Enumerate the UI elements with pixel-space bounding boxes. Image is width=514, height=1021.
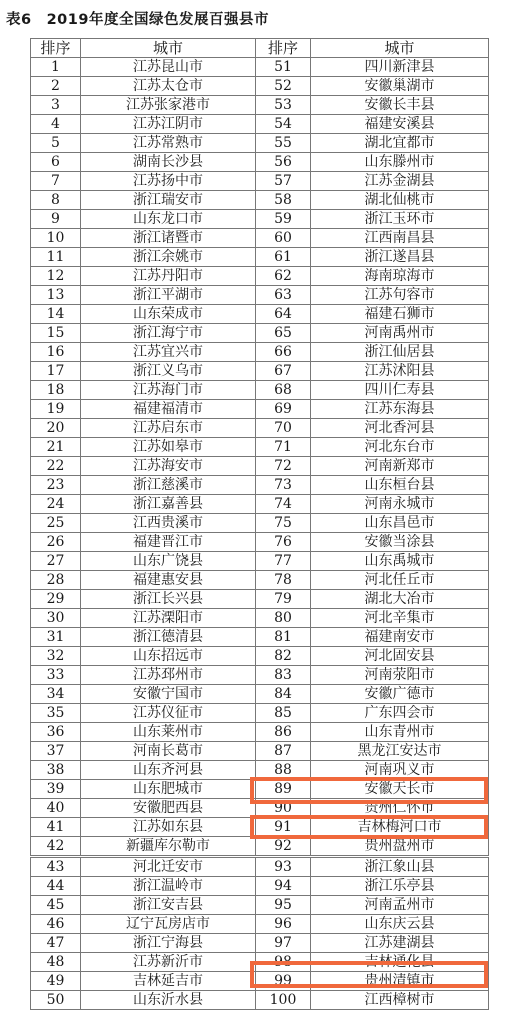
rank-left-cell: 4 xyxy=(31,115,81,134)
header-city-right: 城市 xyxy=(311,39,489,58)
rank-right-cell: 95 xyxy=(256,896,311,915)
rank-right-cell: 53 xyxy=(256,96,311,115)
city-right-cell: 河北辛集市 xyxy=(311,609,489,628)
city-right-cell: 安徽天长市 xyxy=(311,780,489,799)
city-right-cell: 安徽长丰县 xyxy=(311,96,489,115)
rank-right-cell: 60 xyxy=(256,229,311,248)
city-left-cell: 吉林延吉市 xyxy=(81,972,256,991)
rank-right-cell: 89 xyxy=(256,780,311,799)
table-row xyxy=(31,666,489,685)
rank-right-cell: 55 xyxy=(256,134,311,153)
rank-left-cell: 45 xyxy=(31,896,81,915)
rank-left-cell: 11 xyxy=(31,248,81,267)
city-right-cell: 四川仁寿县 xyxy=(311,381,489,400)
table-row xyxy=(31,628,489,647)
city-right-cell: 广东四会市 xyxy=(311,704,489,723)
rank-right-cell: 73 xyxy=(256,476,311,495)
rank-right-cell: 86 xyxy=(256,723,311,742)
city-left-cell: 山东招远市 xyxy=(81,647,256,666)
rank-right-cell: 78 xyxy=(256,571,311,590)
rank-left-cell: 17 xyxy=(31,362,81,381)
city-left-cell: 新疆库尔勒市 xyxy=(81,837,256,856)
city-left-cell: 辽宁瓦房店市 xyxy=(81,915,256,934)
rank-right-cell: 77 xyxy=(256,552,311,571)
city-right-cell: 福建安溪县 xyxy=(311,115,489,134)
table-row xyxy=(31,77,489,96)
rank-left-cell: 12 xyxy=(31,267,81,286)
table-row xyxy=(31,742,489,761)
table-row xyxy=(31,953,489,972)
city-right-cell: 山东滕州市 xyxy=(311,153,489,172)
rank-left-cell: 5 xyxy=(31,134,81,153)
city-right-cell: 浙江象山县 xyxy=(311,858,489,877)
rank-left-cell: 40 xyxy=(31,799,81,818)
city-right-cell: 福建石狮市 xyxy=(311,305,489,324)
city-right-cell: 河南永城市 xyxy=(311,495,489,514)
header-rank-left: 排序 xyxy=(31,39,81,58)
city-left-cell: 浙江温岭市 xyxy=(81,877,256,896)
city-left-cell: 山东肥城市 xyxy=(81,780,256,799)
city-left-cell: 浙江嘉善县 xyxy=(81,495,256,514)
city-left-cell: 浙江平湖市 xyxy=(81,286,256,305)
rank-left-cell: 3 xyxy=(31,96,81,115)
table-row xyxy=(31,991,489,1010)
rank-left-cell: 49 xyxy=(31,972,81,991)
table-row xyxy=(31,191,489,210)
rank-left-cell: 10 xyxy=(31,229,81,248)
rank-right-cell: 72 xyxy=(256,457,311,476)
city-left-cell: 山东齐河县 xyxy=(81,761,256,780)
table-row xyxy=(31,609,489,628)
city-right-cell: 山东昌邑市 xyxy=(311,514,489,533)
city-left-cell: 江苏常熟市 xyxy=(81,134,256,153)
table-row xyxy=(31,799,489,818)
table-row xyxy=(31,533,489,552)
table-row xyxy=(31,58,489,77)
rank-right-cell: 69 xyxy=(256,400,311,419)
city-left-cell: 浙江慈溪市 xyxy=(81,476,256,495)
city-left-cell: 江苏丹阳市 xyxy=(81,267,256,286)
rank-left-cell: 44 xyxy=(31,877,81,896)
table-row xyxy=(31,457,489,476)
rank-left-cell: 23 xyxy=(31,476,81,495)
rank-left-cell: 1 xyxy=(31,58,81,77)
rank-left-cell: 48 xyxy=(31,953,81,972)
city-right-cell: 浙江仙居县 xyxy=(311,343,489,362)
rank-right-cell: 92 xyxy=(256,837,311,856)
ranking-table-part-1 xyxy=(30,38,489,856)
rank-right-cell: 91 xyxy=(256,818,311,837)
city-left-cell: 浙江安吉县 xyxy=(81,896,256,915)
rank-left-cell: 7 xyxy=(31,172,81,191)
rank-left-cell: 46 xyxy=(31,915,81,934)
rank-right-cell: 67 xyxy=(256,362,311,381)
table-row xyxy=(31,495,489,514)
rank-right-cell: 87 xyxy=(256,742,311,761)
city-left-cell: 浙江德清县 xyxy=(81,628,256,647)
rank-right-cell: 57 xyxy=(256,172,311,191)
table-row xyxy=(31,761,489,780)
city-right-cell: 湖北宜都市 xyxy=(311,134,489,153)
rank-right-cell: 99 xyxy=(256,972,311,991)
city-right-cell: 河南新郑市 xyxy=(311,457,489,476)
rank-left-cell: 38 xyxy=(31,761,81,780)
city-right-cell: 河南巩义市 xyxy=(311,761,489,780)
rank-right-cell: 88 xyxy=(256,761,311,780)
city-left-cell: 江苏仪征市 xyxy=(81,704,256,723)
city-left-cell: 江苏如东县 xyxy=(81,818,256,837)
city-right-cell: 贵州盘州市 xyxy=(311,837,489,856)
table-row xyxy=(31,685,489,704)
table-row xyxy=(31,818,489,837)
city-left-cell: 浙江宁海县 xyxy=(81,934,256,953)
table-row xyxy=(31,915,489,934)
rank-right-cell: 94 xyxy=(256,877,311,896)
table-row xyxy=(31,381,489,400)
city-right-cell: 山东庆云县 xyxy=(311,915,489,934)
city-right-cell: 江苏句容市 xyxy=(311,286,489,305)
table-row xyxy=(31,896,489,915)
table-row xyxy=(31,858,489,877)
city-right-cell: 山东桓台县 xyxy=(311,476,489,495)
city-right-cell: 江西南昌县 xyxy=(311,229,489,248)
rank-left-cell: 15 xyxy=(31,324,81,343)
rank-left-cell: 29 xyxy=(31,590,81,609)
rank-right-cell: 100 xyxy=(256,991,311,1010)
rank-right-cell: 62 xyxy=(256,267,311,286)
rank-left-cell: 26 xyxy=(31,533,81,552)
table-row xyxy=(31,267,489,286)
city-left-cell: 江苏太仓市 xyxy=(81,77,256,96)
city-right-cell: 江苏沭阳县 xyxy=(311,362,489,381)
rank-left-cell: 16 xyxy=(31,343,81,362)
table-row xyxy=(31,837,489,856)
rank-right-cell: 79 xyxy=(256,590,311,609)
rank-right-cell: 51 xyxy=(256,58,311,77)
rank-right-cell: 58 xyxy=(256,191,311,210)
city-right-cell: 安徽广德市 xyxy=(311,685,489,704)
city-right-cell: 福建南安市 xyxy=(311,628,489,647)
city-left-cell: 浙江诸暨市 xyxy=(81,229,256,248)
city-left-cell: 山东龙口市 xyxy=(81,210,256,229)
city-left-cell: 山东沂水县 xyxy=(81,991,256,1010)
table-row xyxy=(31,934,489,953)
rank-right-cell: 96 xyxy=(256,915,311,934)
city-right-cell: 山东青州市 xyxy=(311,723,489,742)
city-left-cell: 江苏海门市 xyxy=(81,381,256,400)
city-left-cell: 河南长葛市 xyxy=(81,742,256,761)
city-left-cell: 安徽肥西县 xyxy=(81,799,256,818)
city-right-cell: 浙江遂昌县 xyxy=(311,248,489,267)
city-right-cell: 吉林梅河口市 xyxy=(311,818,489,837)
table-row xyxy=(31,324,489,343)
city-right-cell: 四川新津县 xyxy=(311,58,489,77)
table-row xyxy=(31,153,489,172)
table-row xyxy=(31,476,489,495)
rank-right-cell: 54 xyxy=(256,115,311,134)
table-header-row xyxy=(31,39,489,58)
rank-left-cell: 30 xyxy=(31,609,81,628)
city-right-cell: 江苏建湖县 xyxy=(311,934,489,953)
city-left-cell: 浙江长兴县 xyxy=(81,590,256,609)
city-left-cell: 山东广饶县 xyxy=(81,552,256,571)
rank-left-cell: 47 xyxy=(31,934,81,953)
city-left-cell: 江苏如皋市 xyxy=(81,438,256,457)
rank-left-cell: 35 xyxy=(31,704,81,723)
rank-right-cell: 97 xyxy=(256,934,311,953)
city-right-cell: 江西樟树市 xyxy=(311,991,489,1010)
rank-left-cell: 22 xyxy=(31,457,81,476)
city-right-cell: 河北东台市 xyxy=(311,438,489,457)
city-left-cell: 江苏张家港市 xyxy=(81,96,256,115)
rank-left-cell: 32 xyxy=(31,647,81,666)
table-row xyxy=(31,704,489,723)
rank-left-cell: 50 xyxy=(31,991,81,1010)
rank-right-cell: 68 xyxy=(256,381,311,400)
city-left-cell: 江苏昆山市 xyxy=(81,58,256,77)
rank-left-cell: 20 xyxy=(31,419,81,438)
city-left-cell: 江苏扬中市 xyxy=(81,172,256,191)
city-left-cell: 福建福清市 xyxy=(81,400,256,419)
rank-left-cell: 43 xyxy=(31,858,81,877)
city-left-cell: 浙江海宁市 xyxy=(81,324,256,343)
rank-right-cell: 71 xyxy=(256,438,311,457)
rank-right-cell: 75 xyxy=(256,514,311,533)
rank-right-cell: 80 xyxy=(256,609,311,628)
rank-right-cell: 98 xyxy=(256,953,311,972)
table-row xyxy=(31,972,489,991)
city-right-cell: 贵州仁怀市 xyxy=(311,799,489,818)
city-left-cell: 江苏新沂市 xyxy=(81,953,256,972)
rank-left-cell: 33 xyxy=(31,666,81,685)
rank-left-cell: 8 xyxy=(31,191,81,210)
rank-right-cell: 93 xyxy=(256,858,311,877)
city-right-cell: 河北香河县 xyxy=(311,419,489,438)
city-right-cell: 吉林通化县 xyxy=(311,953,489,972)
rank-right-cell: 63 xyxy=(256,286,311,305)
rank-right-cell: 59 xyxy=(256,210,311,229)
header-city-left: 城市 xyxy=(81,39,256,58)
table-row xyxy=(31,115,489,134)
city-left-cell: 江西贵溪市 xyxy=(81,514,256,533)
rank-left-cell: 18 xyxy=(31,381,81,400)
rank-left-cell: 31 xyxy=(31,628,81,647)
table-title: 表6 2019年度全国绿色发展百强县市 xyxy=(6,12,269,28)
rank-left-cell: 6 xyxy=(31,153,81,172)
city-left-cell: 江苏江阴市 xyxy=(81,115,256,134)
city-right-cell: 湖北仙桃市 xyxy=(311,191,489,210)
table-row xyxy=(31,248,489,267)
rank-right-cell: 65 xyxy=(256,324,311,343)
rank-right-cell: 52 xyxy=(256,77,311,96)
rank-right-cell: 56 xyxy=(256,153,311,172)
city-right-cell: 河北任丘市 xyxy=(311,571,489,590)
city-right-cell: 河南荥阳市 xyxy=(311,666,489,685)
city-left-cell: 浙江瑞安市 xyxy=(81,191,256,210)
table-row xyxy=(31,590,489,609)
rank-left-cell: 2 xyxy=(31,77,81,96)
rank-left-cell: 9 xyxy=(31,210,81,229)
rank-left-cell: 13 xyxy=(31,286,81,305)
rank-right-cell: 84 xyxy=(256,685,311,704)
city-right-cell: 江苏东海县 xyxy=(311,400,489,419)
table-row xyxy=(31,172,489,191)
city-left-cell: 浙江余姚市 xyxy=(81,248,256,267)
rank-left-cell: 34 xyxy=(31,685,81,704)
table-row xyxy=(31,305,489,324)
rank-right-cell: 64 xyxy=(256,305,311,324)
rank-right-cell: 66 xyxy=(256,343,311,362)
city-left-cell: 福建晋江市 xyxy=(81,533,256,552)
city-right-cell: 海南琼海市 xyxy=(311,267,489,286)
rank-left-cell: 14 xyxy=(31,305,81,324)
city-right-cell: 浙江乐亭县 xyxy=(311,877,489,896)
table-row xyxy=(31,210,489,229)
city-left-cell: 江苏邳州市 xyxy=(81,666,256,685)
table-row xyxy=(31,780,489,799)
city-left-cell: 江苏宜兴市 xyxy=(81,343,256,362)
city-right-cell: 河南孟州市 xyxy=(311,896,489,915)
header-rank-right: 排序 xyxy=(256,39,311,58)
table-row xyxy=(31,286,489,305)
city-left-cell: 江苏海安市 xyxy=(81,457,256,476)
table-row xyxy=(31,134,489,153)
city-right-cell: 江苏金湖县 xyxy=(311,172,489,191)
city-right-cell: 贵州清镇市 xyxy=(311,972,489,991)
rank-left-cell: 21 xyxy=(31,438,81,457)
rank-left-cell: 28 xyxy=(31,571,81,590)
city-right-cell: 河北固安县 xyxy=(311,647,489,666)
city-right-cell: 湖北大冶市 xyxy=(311,590,489,609)
city-left-cell: 江苏启东市 xyxy=(81,419,256,438)
rank-right-cell: 82 xyxy=(256,647,311,666)
city-left-cell: 江苏溧阳市 xyxy=(81,609,256,628)
rank-left-cell: 41 xyxy=(31,818,81,837)
table-row xyxy=(31,877,489,896)
table-row xyxy=(31,96,489,115)
city-right-cell: 浙江玉环市 xyxy=(311,210,489,229)
city-right-cell: 安徽巢湖市 xyxy=(311,77,489,96)
table-row xyxy=(31,419,489,438)
rank-left-cell: 42 xyxy=(31,837,81,856)
table-row xyxy=(31,362,489,381)
table-row xyxy=(31,723,489,742)
rank-right-cell: 70 xyxy=(256,419,311,438)
city-left-cell: 福建惠安县 xyxy=(81,571,256,590)
rank-right-cell: 76 xyxy=(256,533,311,552)
city-right-cell: 黑龙江安达市 xyxy=(311,742,489,761)
table-row xyxy=(31,571,489,590)
table-row xyxy=(31,343,489,362)
rank-right-cell: 85 xyxy=(256,704,311,723)
rank-left-cell: 39 xyxy=(31,780,81,799)
rank-left-cell: 27 xyxy=(31,552,81,571)
city-right-cell: 安徽当涂县 xyxy=(311,533,489,552)
city-right-cell: 山东禹城市 xyxy=(311,552,489,571)
rank-right-cell: 83 xyxy=(256,666,311,685)
city-right-cell: 河南禹州市 xyxy=(311,324,489,343)
rank-left-cell: 36 xyxy=(31,723,81,742)
rank-right-cell: 81 xyxy=(256,628,311,647)
rank-right-cell: 90 xyxy=(256,799,311,818)
city-left-cell: 安徽宁国市 xyxy=(81,685,256,704)
table-row xyxy=(31,229,489,248)
city-left-cell: 山东莱州市 xyxy=(81,723,256,742)
ranking-table-part-2 xyxy=(30,857,489,1010)
city-left-cell: 浙江义乌市 xyxy=(81,362,256,381)
city-left-cell: 湖南长沙县 xyxy=(81,153,256,172)
table-row xyxy=(31,514,489,533)
city-left-cell: 山东荣成市 xyxy=(81,305,256,324)
rank-left-cell: 19 xyxy=(31,400,81,419)
rank-left-cell: 25 xyxy=(31,514,81,533)
rank-left-cell: 37 xyxy=(31,742,81,761)
rank-right-cell: 74 xyxy=(256,495,311,514)
rank-left-cell: 24 xyxy=(31,495,81,514)
table-row xyxy=(31,552,489,571)
table-row xyxy=(31,438,489,457)
table-row xyxy=(31,400,489,419)
table-row xyxy=(31,647,489,666)
rank-right-cell: 61 xyxy=(256,248,311,267)
city-left-cell: 河北迁安市 xyxy=(81,858,256,877)
